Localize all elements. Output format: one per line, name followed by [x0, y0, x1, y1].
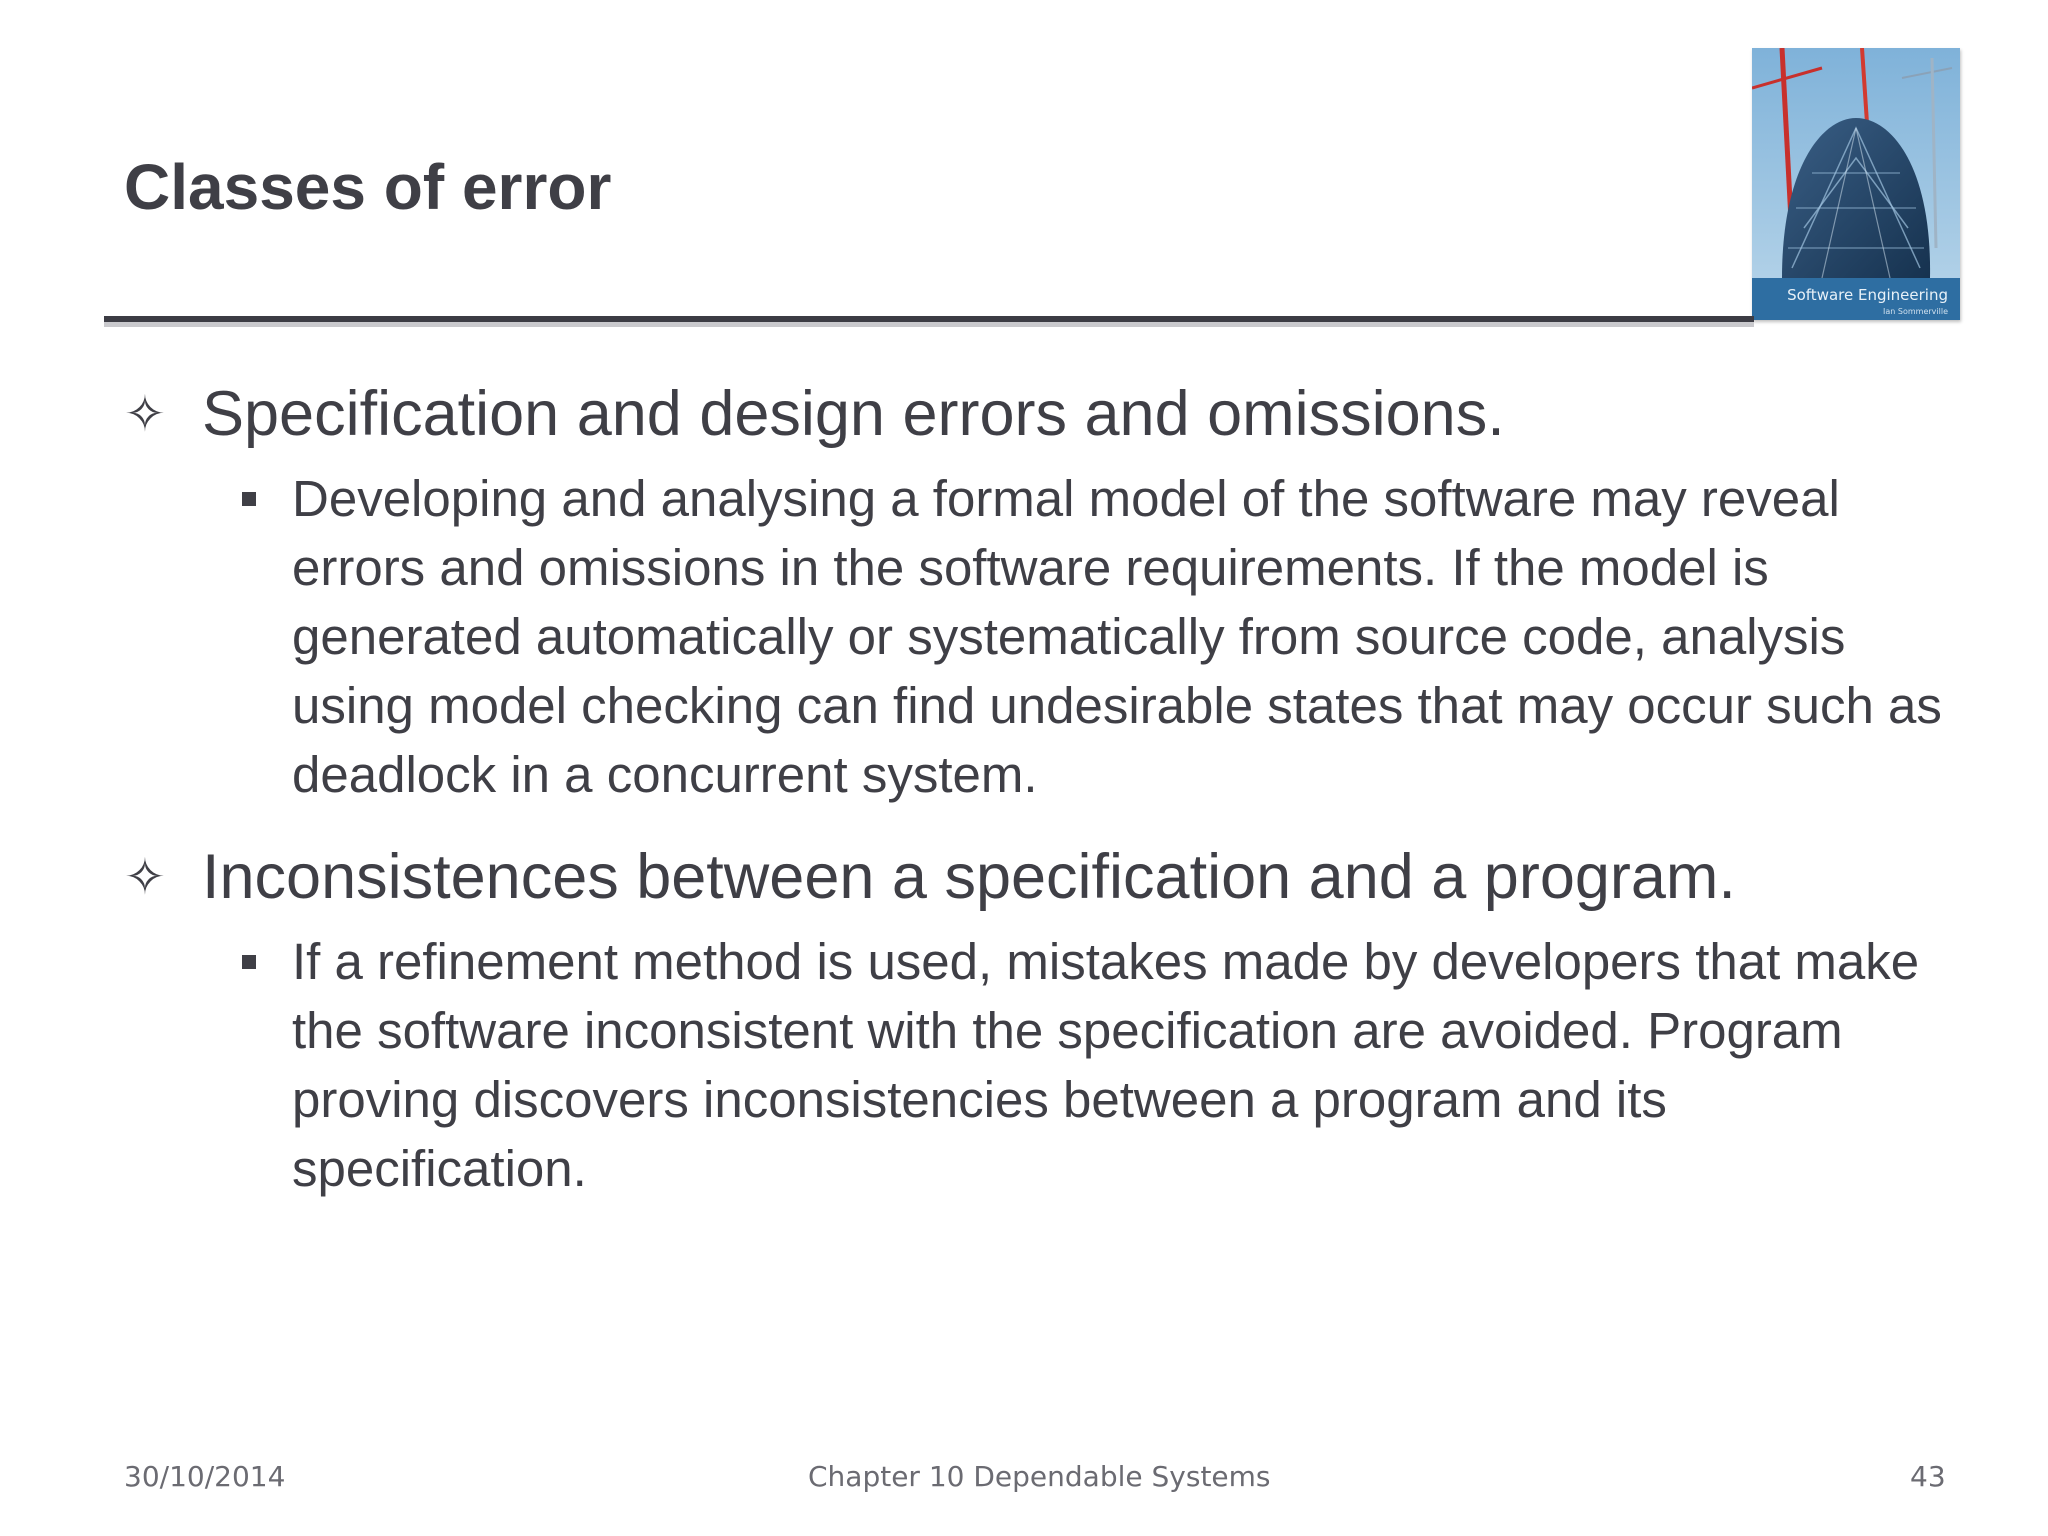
bullet-level2: [232, 927, 1944, 1203]
bullet-level1: [124, 835, 1944, 919]
book-cover-icon: [1752, 48, 1960, 320]
star-bullet-icon: ✧: [124, 385, 166, 443]
footer-chapter: Chapter 10 Dependable Systems: [808, 1460, 1271, 1493]
footer-date: 30/10/2014: [124, 1460, 286, 1493]
title-divider: [104, 316, 1754, 322]
cover-caption-author: Ian Sommerville: [1883, 307, 1948, 316]
slide-title: Classes of error: [124, 151, 612, 223]
cover-caption-main: Software Engineering: [1787, 286, 1948, 304]
bullet-level1: [124, 372, 1944, 456]
bullet-text: Inconsistences between a specification and a program.: [202, 842, 1736, 912]
footer-page-number: 43: [1910, 1460, 1946, 1493]
square-bullet-icon: [232, 464, 292, 506]
slide-body: [124, 372, 1944, 1229]
sub-bullet-text: If a refinement method is used, mistakes made by developers that make the software inconsistent with the specification are avoided. Program proving discovers inconsistencies between a program and its specification.: [292, 933, 1920, 1197]
bullet-text: Specification and design errors and omissions.: [202, 379, 1505, 449]
title-divider-shadow: [104, 322, 1754, 327]
bullet-level2: [232, 464, 1944, 809]
star-bullet-icon: ✧: [124, 848, 166, 906]
square-bullet-icon: [232, 927, 292, 969]
sub-bullet-text: Developing and analysing a formal model of the software may reveal errors and omissions in the software requirements. If the model is generated automatically or systematically from source code, analysis using model checking can find undesirable states that may occur such as deadlock in a concurrent system.: [292, 470, 1942, 803]
